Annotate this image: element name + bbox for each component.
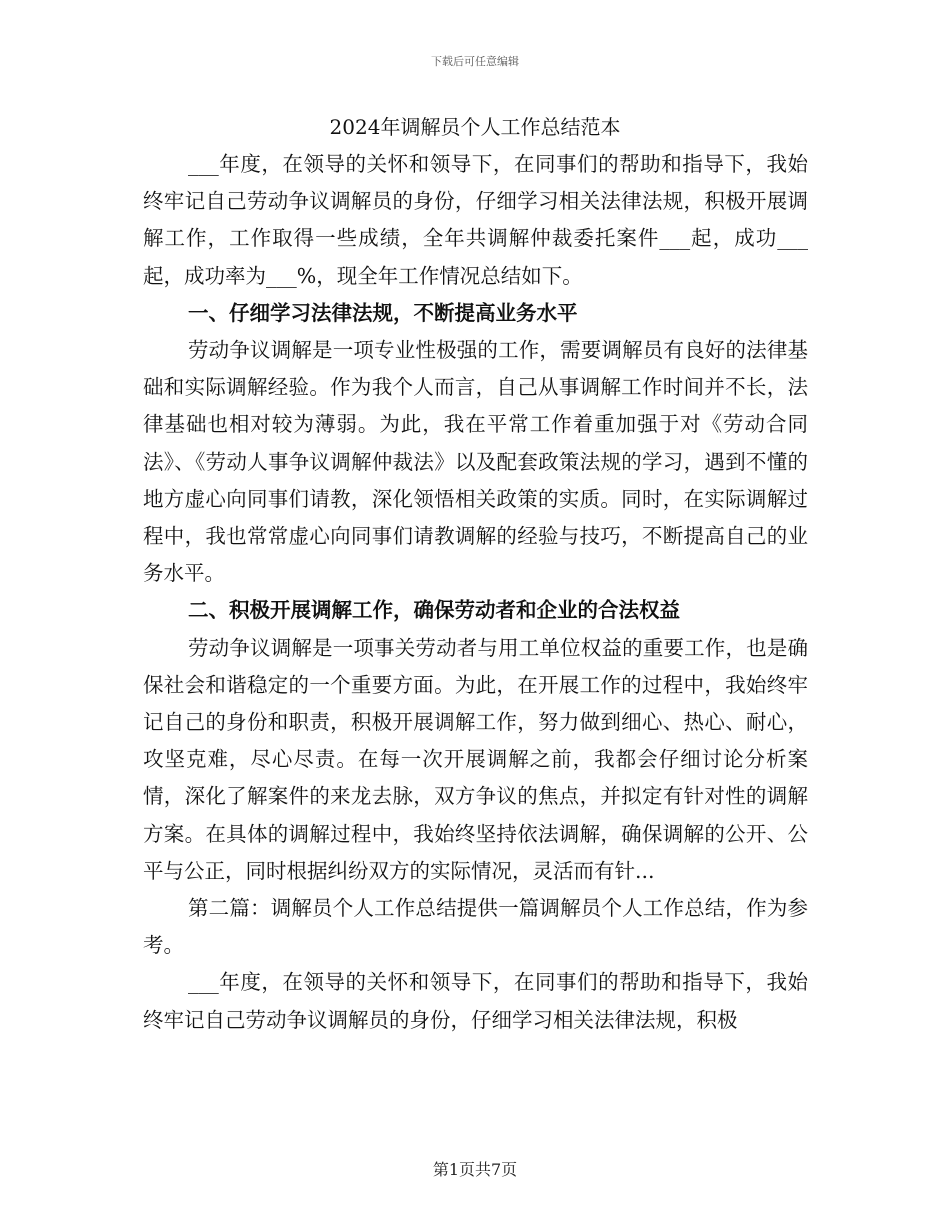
header-note: 下载后可任意编辑 [431,55,519,68]
paragraph-section-1: 劳动争议调解是一项专业性极强的工作，需要调解员有良好的法律基础和实际调解经验。作为我个人而言，自己从事调解工作时间并不长，法律基础也相对较为薄弱。为此，我在平常工作着重加强于对《劳动合同法》、《劳动人事争议调解仲裁法》以及配套政策法规的学习，遇到不懂的地方虚心向同事们请教，深化领悟相关政策的实质。同时，在实际调解过程中，我也常常虚心向同事们请教调解的经验与技巧，不断提高自己的业务水平。 [143,338,808,586]
page-number: 第1页共7页 [432,1160,518,1179]
document-title: 2024年调解员个人工作总结范本 [329,115,621,139]
section-heading-2: 二、积极开展调解工作，确保劳动者和企业的合法权益 [188,598,680,623]
paragraph-section-2: 劳动争议调解是一项事关劳动者与用工单位权益的重要工作，也是确保社会和谐稳定的一个重要方面。为此，在开展工作的过程中，我始终牢记自己的身份和职责，积极开展调解工作，努力做到细心、热心、耐心，攻坚克难，尽心尽责。在每一次开展调解之前，我都会仔细讨论分析案情，深化了解案件的来龙去脉，双方争议的焦点，并拟定有针对性的调解方案。在具体的调解过程中，我始终坚持依法调解，确保调解的公开、公平与公正，同时根据纠纷双方的实际情况，灵活而有针... [143,635,808,883]
section-heading-1: 一、仔细学习法律法规，不断提高业务水平 [188,300,578,325]
document-body [143,146,808,1039]
paragraph-intro: ___年度，在领导的关怀和领导下，在同事们的帮助和指导下，我始终牢记自己劳动争议调解员的身份，仔细学习相关法律法规，积极开展调解工作，工作取得一些成绩，全年共调解仲裁委托案件___起，成功___起，成功率为___%，现全年工作情况总结如下。 [143,152,808,288]
paragraph-repeat-intro: ___年度，在领导的关怀和领导下，在同事们的帮助和指导下，我始终牢记自己劳动争议调解员的身份，仔细学习相关法律法规，积极 [143,970,808,1032]
paragraph-second-article: 第二篇：调解员个人工作总结提供一篇调解员个人工作总结，作为参考。 [143,896,808,958]
